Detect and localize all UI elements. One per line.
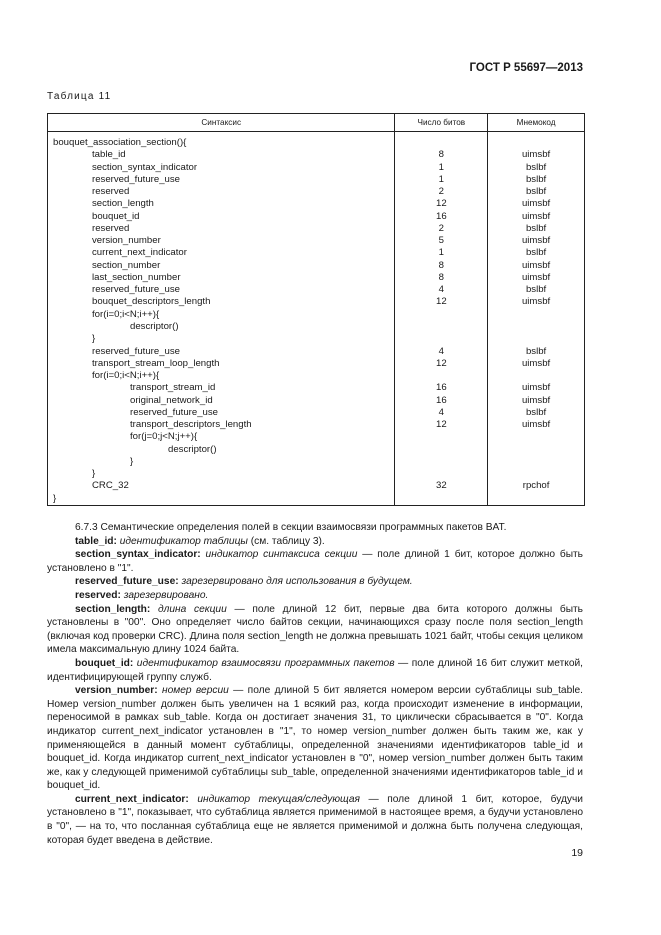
table-row	[48, 456, 585, 468]
syntax-cell: current_next_indicator	[48, 247, 395, 259]
bits-cell: 8	[395, 272, 488, 284]
table-row	[48, 444, 585, 456]
paragraph-reserved	[47, 589, 583, 603]
table-row	[48, 247, 585, 259]
term: bouquet_id:	[75, 657, 134, 669]
table-body	[48, 132, 585, 506]
mnemonic-cell: bslbf	[488, 186, 585, 198]
bits-cell: 12	[395, 358, 488, 370]
bits-cell: 16	[395, 211, 488, 223]
syntax-cell: CRC_32	[48, 480, 395, 492]
paragraph-text: — поле длиной 1 бит, которое, будучи установлено в "1", показывает, что субтаблица является применимой в настоящее время, а будучи установлено в "0", — на то, что посланная субтаблица еще не является применимой и должна быть получена следующая, которая будет введена в действие.	[47, 793, 583, 846]
table-row	[48, 174, 585, 186]
paragraph-section-syntax-indicator	[47, 548, 583, 575]
mnemonic-cell	[488, 333, 585, 345]
syntax-table	[47, 113, 585, 506]
paragraph-current-next-indicator	[47, 793, 583, 847]
syntax-cell: bouquet_id	[48, 211, 395, 223]
mnemonic-cell: bslbf	[488, 162, 585, 174]
mnemonic-cell: rpchof	[488, 480, 585, 492]
bits-cell: 16	[395, 382, 488, 394]
syntax-cell: descriptor()	[48, 321, 395, 333]
paragraph-text: — поле длиной 12 бит, первые два бита которого должны быть установлены в "00". Оно определяет число байтов секции, начинающихся сразу после поля section_length (включая код проверки CRC). Длина поля section_length не должна превышать 1021 байт, чтобы секция целиком имела максимальную длину 1024 байта.	[47, 603, 583, 656]
term-definition: зарезервировано.	[120, 589, 209, 601]
syntax-cell: bouquet_association_section(){	[48, 132, 395, 150]
table-row	[48, 235, 585, 247]
syntax-cell: }	[48, 493, 395, 506]
term-definition: номер версии	[157, 685, 229, 697]
bits-cell	[395, 370, 488, 382]
header-bits: Число битов	[395, 114, 488, 132]
mnemonic-cell	[488, 431, 585, 443]
syntax-cell: table_id	[48, 149, 395, 161]
paragraph-table-id	[47, 535, 583, 549]
bits-cell: 1	[395, 247, 488, 259]
table-row	[48, 493, 585, 506]
bits-cell: 32	[395, 480, 488, 492]
table-row	[48, 272, 585, 284]
paragraph-version-number	[47, 684, 583, 793]
bits-cell: 4	[395, 346, 488, 358]
table-row	[48, 431, 585, 443]
syntax-cell: }	[48, 456, 395, 468]
table-row	[48, 186, 585, 198]
table-row	[48, 370, 585, 382]
syntax-cell: section_length	[48, 198, 395, 210]
paragraph-text: (см. таблицу 3).	[247, 535, 325, 547]
mnemonic-cell	[488, 493, 585, 506]
bits-cell: 2	[395, 186, 488, 198]
table-row	[48, 296, 585, 308]
syntax-cell: last_section_number	[48, 272, 395, 284]
syntax-cell: original_network_id	[48, 395, 395, 407]
term-definition: зарезервировано для использования в будущем.	[178, 576, 413, 588]
syntax-cell: reserved_future_use	[48, 284, 395, 296]
term: section_length:	[75, 603, 151, 615]
syntax-cell: reserved	[48, 223, 395, 235]
table-row	[48, 162, 585, 174]
syntax-cell: bouquet_descriptors_length	[48, 296, 395, 308]
syntax-cell: section_syntax_indicator	[48, 162, 395, 174]
table-row	[48, 358, 585, 370]
term-definition: длина секции	[150, 603, 227, 615]
mnemonic-cell	[488, 309, 585, 321]
paragraph-reserved-future-use	[47, 575, 583, 589]
syntax-cell: version_number	[48, 235, 395, 247]
syntax-cell: transport_descriptors_length	[48, 419, 395, 431]
mnemonic-cell: uimsbf	[488, 382, 585, 394]
syntax-cell: for(j=0;j<N;j++){	[48, 431, 395, 443]
bits-cell	[395, 468, 488, 480]
mnemonic-cell: uimsbf	[488, 358, 585, 370]
mnemonic-cell: bslbf	[488, 407, 585, 419]
paragraph-text: — поле длиной 16 бит служит меткой, идентифицирующей группу служб.	[47, 657, 584, 683]
mnemonic-cell	[488, 468, 585, 480]
table-row	[48, 382, 585, 394]
table-row	[48, 149, 585, 161]
table-row	[48, 407, 585, 419]
mnemonic-cell: uimsbf	[488, 419, 585, 431]
mnemonic-cell: uimsbf	[488, 211, 585, 223]
term-definition: идентификатор таблицы	[116, 535, 248, 547]
syntax-cell: descriptor()	[48, 444, 395, 456]
syntax-cell: section_number	[48, 260, 395, 272]
mnemonic-cell: uimsbf	[488, 395, 585, 407]
table-row	[48, 321, 585, 333]
term: reserved_future_use:	[75, 576, 179, 588]
table-row	[48, 260, 585, 272]
mnemonic-cell	[488, 370, 585, 382]
mnemonic-cell: bslbf	[488, 223, 585, 235]
bits-cell: 1	[395, 174, 488, 186]
body-text	[47, 521, 583, 847]
table-row	[48, 132, 585, 150]
bits-cell	[395, 431, 488, 443]
syntax-cell: transport_stream_id	[48, 382, 395, 394]
bits-cell: 1	[395, 162, 488, 174]
bits-cell	[395, 333, 488, 345]
bits-cell: 5	[395, 235, 488, 247]
bits-cell: 2	[395, 223, 488, 235]
bits-cell: 8	[395, 149, 488, 161]
bits-cell: 12	[395, 296, 488, 308]
bits-cell	[395, 321, 488, 333]
mnemonic-cell: bslbf	[488, 174, 585, 186]
term-definition: индикатор синтаксиса секции	[200, 549, 358, 561]
bits-cell: 12	[395, 419, 488, 431]
syntax-cell: }	[48, 468, 395, 480]
mnemonic-cell: bslbf	[488, 247, 585, 259]
mnemonic-cell: uimsbf	[488, 149, 585, 161]
term: section_syntax_indicator:	[75, 549, 201, 561]
syntax-cell: reserved_future_use	[48, 407, 395, 419]
mnemonic-cell	[488, 132, 585, 150]
syntax-cell: for(i=0;i<N;i++){	[48, 370, 395, 382]
term: reserved:	[75, 589, 121, 601]
bits-cell: 16	[395, 395, 488, 407]
section-heading: 6.7.3 Семантические определения полей в секции взаимосвязи программных пакетов BAT.	[75, 522, 507, 533]
standard-designation: ГОСТ Р 55697—2013	[469, 62, 583, 74]
table-row	[48, 480, 585, 492]
bits-cell: 8	[395, 260, 488, 272]
mnemonic-cell: uimsbf	[488, 296, 585, 308]
bits-cell	[395, 132, 488, 150]
mnemonic-cell: uimsbf	[488, 272, 585, 284]
table-row	[48, 211, 585, 223]
header-syntax: Синтаксис	[48, 114, 395, 132]
syntax-cell: reserved_future_use	[48, 174, 395, 186]
bits-cell: 4	[395, 407, 488, 419]
table-header-row	[48, 114, 585, 132]
table-row	[48, 468, 585, 480]
term-definition: индикатор текущая/следующая	[188, 793, 360, 805]
table-row	[48, 346, 585, 358]
term-definition: идентификатор взаимосвязи программных пакетов	[133, 657, 395, 669]
syntax-cell: }	[48, 333, 395, 345]
mnemonic-cell: uimsbf	[488, 198, 585, 210]
paragraph-text: — поле длиной 5 бит является номером версии субтаблицы sub_table. Номер version_number должен быть увеличен на 1 всякий раз, когда происходит изменение в информации, переносимой в рамках sub_table. Когда он достигает значения 31, то циклически сбрасывается в "0". Когда индикатор current_next_indicator установлен в "1", то номер version_number должен быть таким же, как у применяющейся в данный момент субтаблицы, определенной значениями идентификаторов table_id и bouquet_id. Когда индикатор current_next_indicator установлен в "0", номер version_number должен быть таким же, как у следующей применимой субтаблицы sub_table, определенной значениями идентификаторов table_id и bouquet_id.	[47, 685, 584, 792]
page-number: 19	[571, 847, 583, 859]
syntax-cell: reserved	[48, 186, 395, 198]
mnemonic-cell: uimsbf	[488, 235, 585, 247]
paragraph-bouquet-id	[47, 657, 583, 684]
bits-cell	[395, 444, 488, 456]
term: table_id:	[75, 535, 117, 547]
syntax-cell: for(i=0;i<N;i++){	[48, 309, 395, 321]
table-row	[48, 395, 585, 407]
paragraph-section-length	[47, 603, 583, 657]
mnemonic-cell	[488, 444, 585, 456]
bits-cell	[395, 309, 488, 321]
mnemonic-cell	[488, 456, 585, 468]
table-row	[48, 333, 585, 345]
bits-cell: 4	[395, 284, 488, 296]
mnemonic-cell: bslbf	[488, 346, 585, 358]
mnemonic-cell	[488, 321, 585, 333]
term: version_number:	[75, 685, 158, 697]
table-caption: Таблица 11	[47, 91, 112, 102]
table-row	[48, 223, 585, 235]
paragraph-text: — поле длиной 1 бит, которое должно быть установлено в "1".	[47, 549, 583, 574]
bits-cell	[395, 456, 488, 468]
mnemonic-cell: bslbf	[488, 284, 585, 296]
table-row	[48, 284, 585, 296]
bits-cell: 12	[395, 198, 488, 210]
table-row	[48, 419, 585, 431]
bits-cell	[395, 493, 488, 506]
syntax-cell: reserved_future_use	[48, 346, 395, 358]
header-mnemonic: Мнемокод	[488, 114, 585, 132]
mnemonic-cell: uimsbf	[488, 260, 585, 272]
syntax-cell: transport_stream_loop_length	[48, 358, 395, 370]
table-row	[48, 198, 585, 210]
term: current_next_indicator:	[75, 793, 189, 805]
table-row	[48, 309, 585, 321]
